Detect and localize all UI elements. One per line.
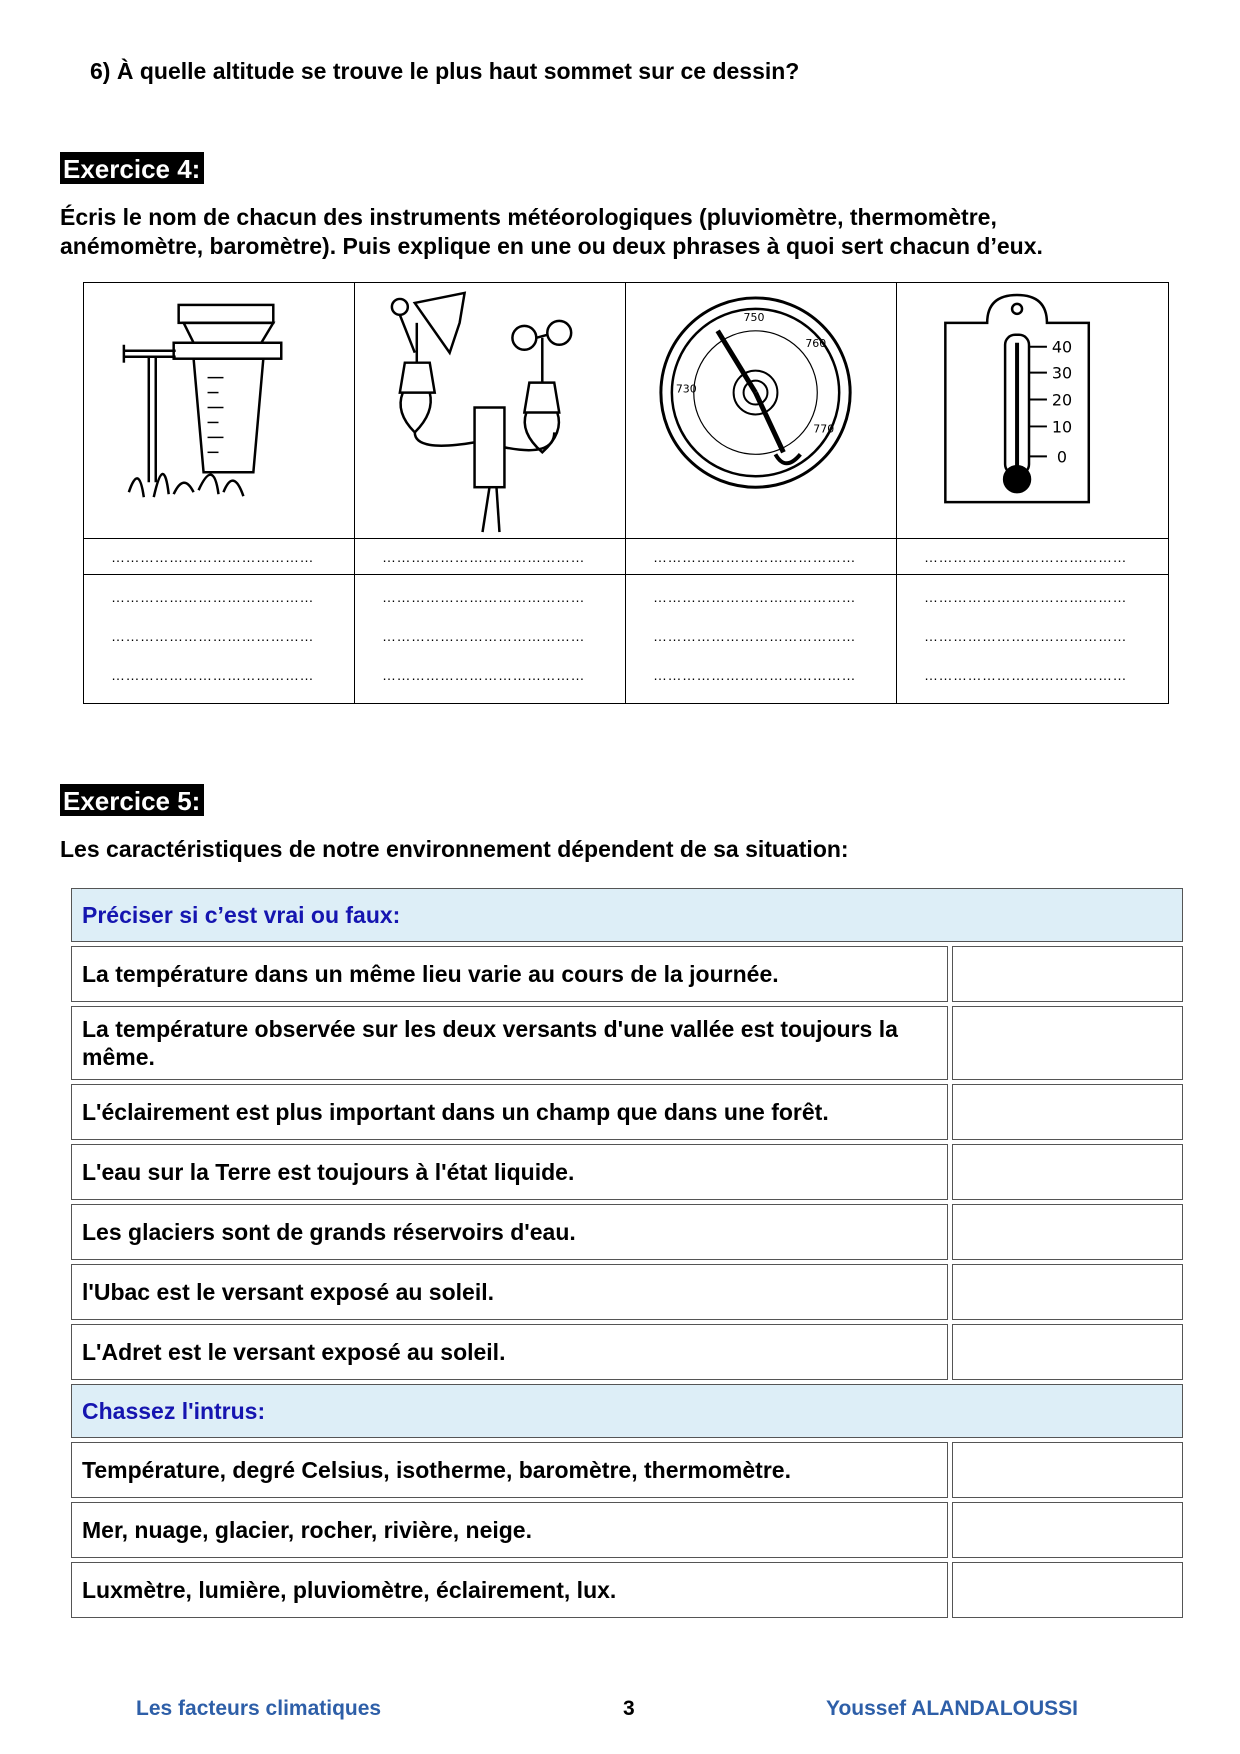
exercise-4-title: Exercice 4:: [60, 152, 204, 184]
name-answer-cell[interactable]: ……………………………………: [626, 539, 897, 575]
thermometer-scale-label: 0: [1056, 447, 1068, 467]
answer-box[interactable]: [952, 946, 1183, 1002]
intrus-list: Mer, nuage, glacier, rocher, rivière, neige.: [71, 1502, 948, 1558]
true-false-header: Préciser si c’est vrai ou faux:: [71, 888, 1183, 942]
statement: L'éclairement est plus important dans un champ que dans une forêt.: [71, 1084, 948, 1140]
footer-title: Les facteurs climatiques: [136, 1697, 382, 1720]
exercise-5-title: Exercice 5:: [60, 784, 204, 816]
question-6: 6) À quelle altitude se trouve le plus haut sommet sur ce dessin?: [90, 58, 800, 84]
answer-box[interactable]: [952, 1442, 1183, 1498]
instruction-line-1: Écris le nom de chacun des instruments météorologiques (pluviomètre, thermomètre,: [60, 204, 997, 230]
exercise-5-intro: Les caractéristiques de notre environnement dépendent de sa situation:: [60, 836, 849, 862]
true-false-table: [71, 888, 1183, 1622]
answer-box[interactable]: [952, 1502, 1183, 1558]
barometer-image: [626, 283, 897, 539]
thermometer-image: [897, 283, 1168, 539]
rain-gauge-image: [84, 283, 355, 539]
explanation-answer-cell[interactable]: …………………………………… …………………………………… ……………………………………: [924, 589, 1127, 683]
thermometer-scale-label: 40: [1051, 337, 1073, 357]
page-number: 3: [623, 1697, 635, 1720]
barometer-label: 750: [743, 310, 765, 324]
barometer-label: 730: [675, 382, 697, 396]
instruction-line-2: anémomètre, baromètre). Puis explique en une ou deux phrases à quoi sert chacun d’eux.: [60, 233, 1043, 259]
statement: La température dans un même lieu varie au cours de la journée.: [71, 946, 948, 1002]
barometer-icon: [626, 283, 896, 538]
thermometer-scale-label: 30: [1051, 363, 1073, 383]
barometer-label: 760: [805, 336, 827, 350]
answer-box[interactable]: [952, 1006, 1183, 1080]
thermometer-icon: [897, 283, 1168, 538]
answer-box[interactable]: [952, 1144, 1183, 1200]
instruments-table: [83, 282, 1169, 704]
explanation-answer-cell[interactable]: …………………………………… …………………………………… ……………………………………: [84, 575, 355, 703]
name-answer-cell[interactable]: ……………………………………: [897, 539, 1168, 575]
statement: L'eau sur la Terre est toujours à l'état liquide.: [71, 1144, 948, 1200]
explanation-answer-cell[interactable]: …………………………………… …………………………………… ……………………………………: [355, 575, 626, 703]
intrus-list: Luxmètre, lumière, pluviomètre, éclairement, lux.: [71, 1562, 948, 1618]
exercise-4-instruction: [60, 203, 1180, 261]
thermometer-scale-label: 10: [1051, 417, 1073, 437]
explanation-answer-cell[interactable]: …………………………………… …………………………………… ……………………………………: [626, 575, 897, 703]
intrus-list: Température, degré Celsius, isotherme, baromètre, thermomètre.: [71, 1442, 948, 1498]
answer-box[interactable]: [952, 1324, 1183, 1380]
footer-author: Youssef ALANDALOUSSI: [826, 1697, 1079, 1720]
name-answer-cell[interactable]: ……………………………………: [355, 539, 626, 575]
answer-box[interactable]: [952, 1204, 1183, 1260]
rain-gauge-icon: [84, 283, 354, 538]
anemometer-image: [355, 283, 626, 539]
answer-box[interactable]: [952, 1264, 1183, 1320]
statement: La température observée sur les deux versants d'une vallée est toujours la même.: [71, 1006, 948, 1080]
intrus-header: Chassez l'intrus:: [71, 1384, 1183, 1438]
statement: L'Adret est le versant exposé au soleil.: [71, 1324, 948, 1380]
answer-box[interactable]: [952, 1562, 1183, 1618]
answer-box[interactable]: [952, 1084, 1183, 1140]
statement: l'Ubac est le versant exposé au soleil.: [71, 1264, 948, 1320]
thermometer-scale-label: 20: [1051, 390, 1073, 410]
anemometer-icon: [355, 283, 625, 538]
name-answer-cell[interactable]: ……………………………………: [84, 539, 355, 575]
statement: Les glaciers sont de grands réservoirs d'eau.: [71, 1204, 948, 1260]
barometer-label: 770: [813, 422, 835, 436]
